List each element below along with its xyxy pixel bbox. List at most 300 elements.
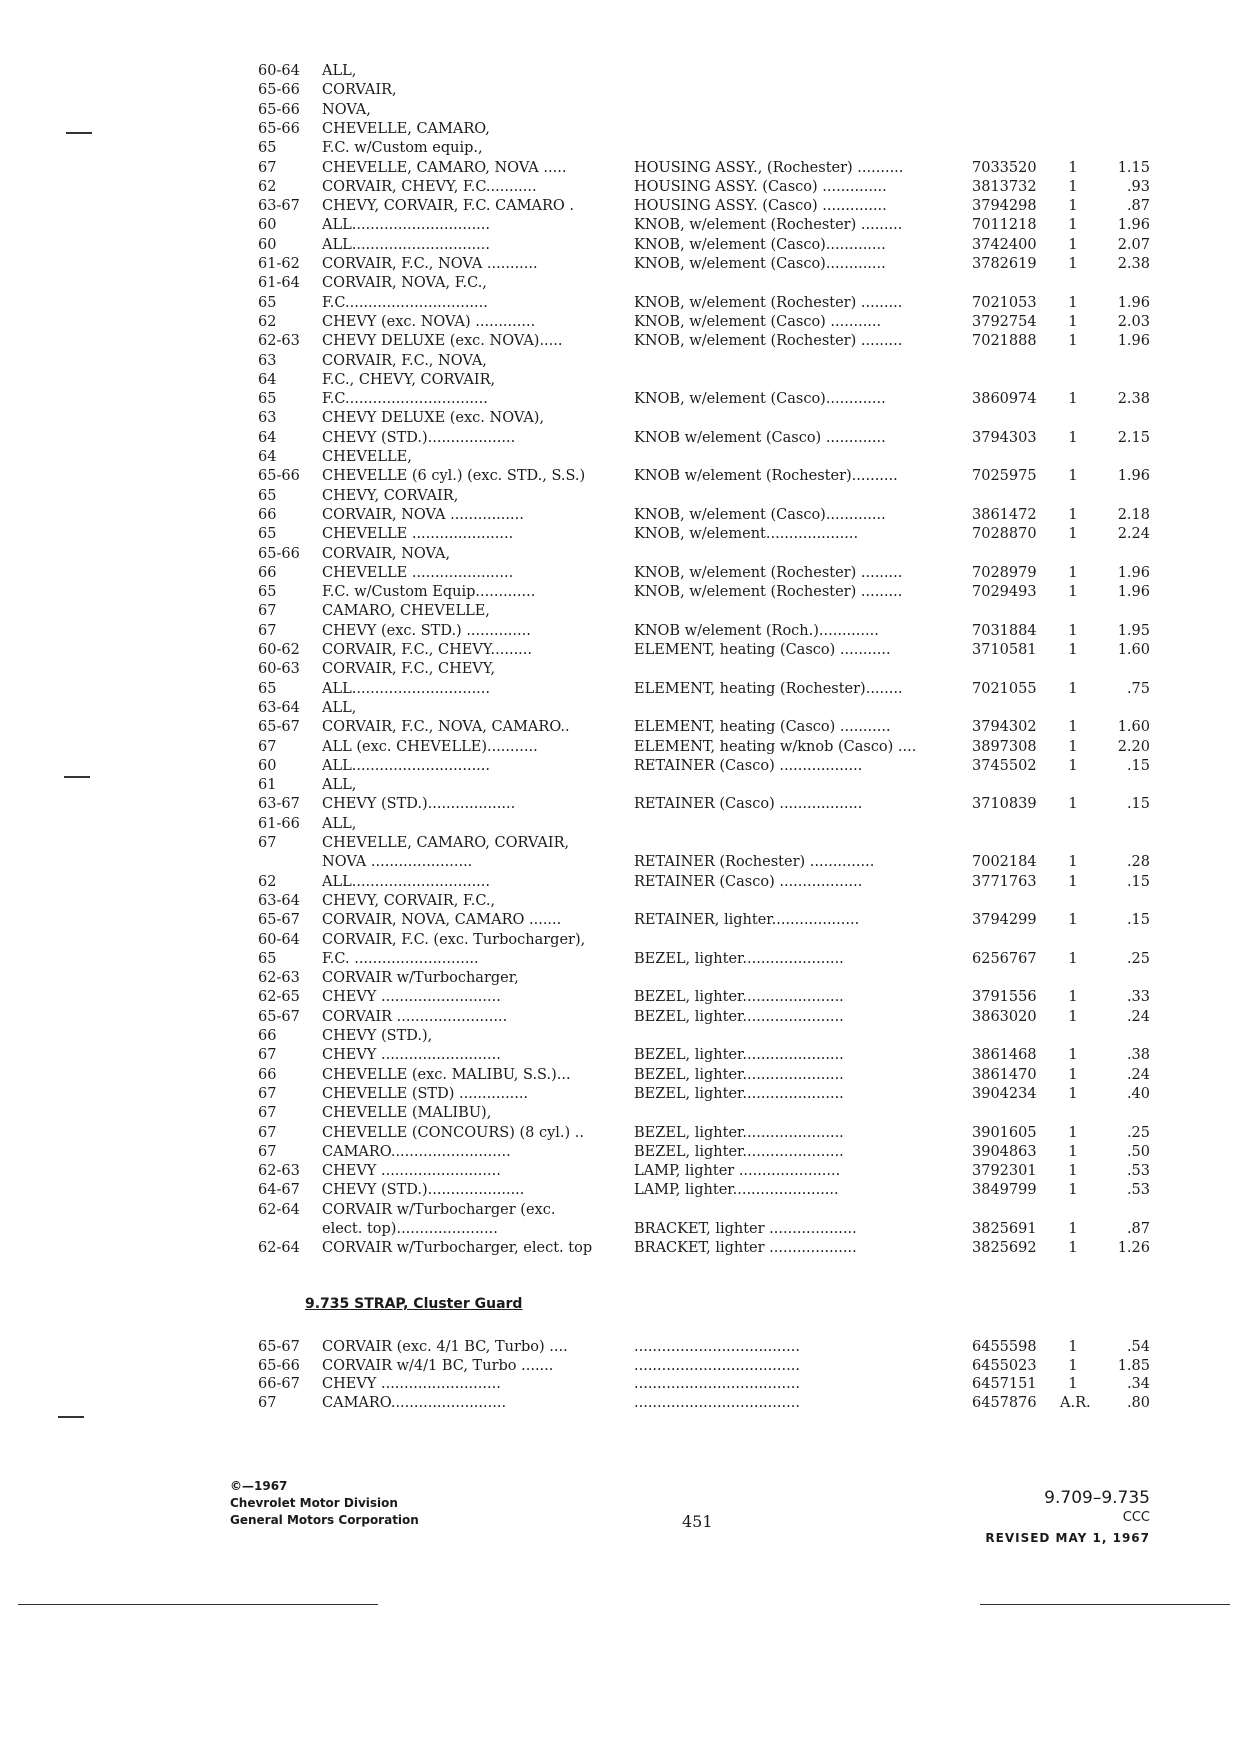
part-number: 3771763 (972, 873, 1037, 890)
part-description: KNOB, w/element (Rochester) ......... (634, 217, 903, 234)
model-year: 65-66 (258, 1357, 300, 1374)
model-applicability: CORVAIR, F.C., CHEVY......... (322, 642, 533, 658)
model-year: 65 (258, 680, 277, 697)
price: 1.26 (1117, 1240, 1150, 1257)
part-number: 7021888 (972, 333, 1037, 350)
price: .15 (1126, 796, 1150, 813)
copyright-block (230, 1478, 419, 1529)
part-description: RETAINER (Casco) .................. (634, 796, 863, 813)
part-description: .................................... (634, 1376, 800, 1392)
part-row (0, 139, 1248, 157)
part-number: 3904234 (972, 1085, 1037, 1102)
model-year: 65-66 (258, 468, 300, 485)
model-year: 62-64 (258, 1201, 300, 1218)
model-year: 67 (258, 159, 277, 176)
part-description: KNOB, w/element (Casco)............. (634, 236, 886, 253)
model-applicability: CORVAIR, NOVA, (322, 545, 451, 562)
quantity: 1 (1068, 178, 1078, 195)
model-year: 65-67 (258, 1339, 300, 1355)
part-row (0, 371, 1248, 389)
quantity: 1 (1068, 1008, 1078, 1025)
model-applicability: ALL, (322, 63, 357, 79)
part-row (0, 564, 1248, 582)
model-year: 65 (258, 487, 277, 504)
model-applicability: CORVAIR w/Turbocharger, (322, 970, 519, 987)
part-row (0, 81, 1248, 99)
part-row (0, 255, 1248, 273)
model-applicability: CHEVY, CORVAIR, (322, 487, 459, 504)
model-applicability: CHEVELLE ...................... (322, 526, 514, 543)
part-number: 7031884 (972, 622, 1037, 639)
part-description: BRACKET, lighter ................... (634, 1240, 857, 1257)
part-row (0, 487, 1248, 505)
quantity: 1 (1068, 1357, 1078, 1374)
model-applicability: F.C. w/Custom equip., (322, 140, 483, 157)
model-applicability: CORVAIR, (322, 82, 397, 99)
price: 1.96 (1117, 217, 1150, 234)
part-number: 6256767 (972, 950, 1037, 967)
model-applicability: CHEVELLE, (322, 449, 412, 465)
part-number: 3794299 (972, 912, 1037, 929)
model-applicability: CORVAIR w/Turbocharger, elect. top (322, 1240, 593, 1257)
part-number: 7021055 (972, 680, 1037, 697)
model-year: 66 (258, 1028, 277, 1044)
part-number: 3794298 (972, 198, 1037, 215)
part-number: 3863020 (972, 1008, 1037, 1025)
part-row (0, 853, 1248, 871)
part-row (0, 1046, 1248, 1064)
part-number: 3791556 (972, 989, 1037, 1006)
quantity: 1 (1068, 1182, 1078, 1199)
part-row (0, 776, 1248, 794)
price: .33 (1126, 989, 1150, 1006)
margin-mark (64, 776, 90, 778)
part-description: RETAINER, lighter................... (634, 912, 860, 929)
model-year: 65 (258, 584, 277, 601)
part-row (0, 467, 1248, 485)
part-number: 6455023 (972, 1357, 1037, 1374)
model-applicability: NOVA, (322, 101, 371, 118)
quantity: 1 (1068, 584, 1078, 601)
quantity: 1 (1068, 1163, 1078, 1180)
model-year: 60 (258, 217, 277, 234)
part-row (0, 738, 1248, 756)
price: .40 (1126, 1085, 1150, 1102)
section-range: 9.709–9.735 (1044, 1488, 1150, 1508)
part-number: 3710839 (972, 796, 1037, 813)
part-row (0, 409, 1248, 427)
part-row (0, 1201, 1248, 1219)
model-year: 65 (258, 140, 277, 157)
model-applicability: F.C. w/Custom Equip............. (322, 584, 536, 601)
part-description: ELEMENT, heating (Rochester)........ (634, 680, 903, 697)
part-row (0, 602, 1248, 620)
part-number: 6455598 (972, 1339, 1037, 1355)
model-applicability: CHEVELLE, CAMARO, NOVA ..... (322, 159, 567, 176)
model-year: 61-66 (258, 815, 300, 832)
model-applicability: CHEVELLE ...................... (322, 564, 514, 581)
part-row (0, 1124, 1248, 1142)
part-row (0, 62, 1248, 80)
model-applicability: ALL.............................. (322, 680, 491, 697)
quantity: 1 (1068, 256, 1078, 272)
part-row (0, 332, 1248, 350)
part-row (0, 120, 1248, 138)
part-number: 7028870 (972, 526, 1037, 543)
part-number: 3742400 (972, 236, 1037, 253)
model-applicability: CHEVY, CORVAIR, F.C. CAMARO . (322, 198, 575, 215)
model-year: 62-64 (258, 1240, 300, 1257)
quantity: 1 (1068, 1066, 1078, 1083)
quantity: 1 (1068, 313, 1078, 330)
part-row (0, 583, 1248, 601)
part-description: LAMP, lighter....................... (634, 1182, 839, 1199)
part-number: 3825692 (972, 1240, 1037, 1257)
model-year: 65-67 (258, 719, 300, 736)
model-year: 65 (258, 526, 277, 543)
quantity: 1 (1068, 757, 1078, 774)
quantity: 1 (1068, 1047, 1078, 1064)
part-description: HOUSING ASSY., (Rochester) .......... (634, 159, 904, 176)
model-year: 60 (258, 757, 277, 774)
part-row (0, 429, 1248, 447)
quantity: 1 (1068, 738, 1078, 755)
price: 1.96 (1117, 294, 1150, 311)
part-row (0, 795, 1248, 813)
model-year: 65-67 (258, 1008, 300, 1025)
part-row (0, 622, 1248, 640)
model-applicability: CORVAIR, F.C., NOVA ........... (322, 256, 538, 272)
model-year: 67 (258, 1124, 277, 1141)
model-applicability: CORVAIR, NOVA ................ (322, 506, 524, 523)
part-number: 3849799 (972, 1182, 1037, 1199)
model-applicability: ALL.............................. (322, 236, 491, 253)
price: 2.38 (1117, 256, 1150, 272)
price: 2.15 (1117, 429, 1150, 446)
part-row (0, 216, 1248, 234)
model-applicability: CHEVY DELUXE (exc. NOVA)..... (322, 333, 563, 350)
model-year: 65-66 (258, 120, 300, 137)
model-applicability: CHEVY .......................... (322, 1376, 501, 1392)
part-row (0, 1008, 1248, 1026)
part-description: BEZEL, lighter...................... (634, 1066, 844, 1083)
price: .25 (1126, 950, 1150, 967)
page-number: 451 (682, 1512, 713, 1531)
model-year: 67 (258, 835, 277, 851)
part-number: 3861472 (972, 506, 1037, 523)
part-row (0, 274, 1248, 292)
part-description: RETAINER (Casco) .................. (634, 873, 863, 890)
model-applicability: CHEVY (exc. NOVA) ............. (322, 313, 536, 330)
model-year: 64 (258, 429, 277, 446)
model-applicability: CORVAIR w/Turbocharger (exc. (322, 1201, 556, 1218)
part-number: 3745502 (972, 757, 1037, 774)
revised-date: REVISED MAY 1, 1967 (985, 1531, 1150, 1545)
part-number: 3813732 (972, 178, 1037, 195)
part-description: BRACKET, lighter ................... (634, 1221, 857, 1237)
part-number: 3860974 (972, 391, 1037, 408)
part-description: ELEMENT, heating (Casco) ........... (634, 642, 891, 658)
quantity: 1 (1068, 294, 1078, 311)
part-row (0, 641, 1248, 659)
model-year: 60-64 (258, 931, 300, 948)
part-row (0, 1338, 1248, 1356)
quantity: 1 (1068, 506, 1078, 523)
price: .87 (1126, 1221, 1150, 1237)
quantity: A.R. (1060, 1394, 1091, 1411)
part-row (0, 197, 1248, 215)
price: 1.15 (1117, 159, 1150, 176)
part-row (0, 718, 1248, 736)
part-row (0, 313, 1248, 331)
part-number: 3782619 (972, 256, 1037, 272)
part-number: 6457151 (972, 1376, 1037, 1392)
model-applicability: CHEVY DELUXE (exc. NOVA), (322, 410, 545, 427)
part-description: ELEMENT, heating w/knob (Casco) .... (634, 738, 917, 755)
price: .50 (1126, 1143, 1150, 1160)
part-number: 7033520 (972, 159, 1037, 176)
model-applicability: CORVAIR, NOVA, CAMARO ....... (322, 912, 562, 929)
model-applicability: CORVAIR w/4/1 BC, Turbo ....... (322, 1357, 554, 1374)
model-applicability: CHEVY (STD.)................... (322, 429, 516, 446)
part-row (0, 1027, 1248, 1045)
model-year: 60-62 (258, 642, 300, 658)
quantity: 1 (1068, 642, 1078, 658)
model-year: 63 (258, 410, 277, 427)
copyright-line: ©—1967 (230, 1479, 288, 1493)
part-row (0, 660, 1248, 678)
division-line: Chevrolet Motor Division (230, 1496, 398, 1510)
part-number: 7002184 (972, 854, 1037, 871)
price: 1.96 (1117, 564, 1150, 581)
part-row (0, 1357, 1248, 1375)
model-applicability: CORVAIR (exc. 4/1 BC, Turbo) .... (322, 1339, 568, 1355)
model-applicability: CORVAIR, NOVA, F.C., (322, 275, 487, 292)
model-applicability: CHEVELLE (MALIBU), (322, 1105, 492, 1122)
part-number: 3794303 (972, 429, 1037, 446)
quantity: 1 (1068, 429, 1078, 446)
part-description: BEZEL, lighter...................... (634, 950, 844, 967)
model-applicability: F.C............................... (322, 391, 488, 408)
part-row (0, 699, 1248, 717)
model-year: 63 (258, 352, 277, 369)
quantity: 1 (1068, 1339, 1078, 1355)
part-row (0, 988, 1248, 1006)
part-description: .................................... (634, 1339, 800, 1355)
part-row (0, 525, 1248, 543)
part-number: 6457876 (972, 1394, 1037, 1411)
model-applicability: CAMARO.......................... (322, 1143, 511, 1160)
price: .54 (1126, 1339, 1150, 1355)
part-description: KNOB, w/element (Rochester) ......... (634, 564, 903, 581)
quantity: 1 (1068, 159, 1078, 176)
part-number: 3710581 (972, 642, 1037, 658)
part-row (0, 892, 1248, 910)
price: 2.18 (1117, 506, 1150, 523)
model-year: 61 (258, 777, 277, 794)
model-applicability: CHEVY (STD.), (322, 1028, 433, 1044)
part-row (0, 1239, 1248, 1257)
model-year: 60-64 (258, 63, 300, 79)
price: .53 (1126, 1182, 1150, 1199)
quantity: 1 (1068, 1143, 1078, 1160)
quantity: 1 (1068, 391, 1078, 408)
model-year: 66 (258, 564, 277, 581)
model-year: 67 (258, 1085, 277, 1102)
bottom-rule (18, 1604, 378, 1605)
model-applicability: ALL.............................. (322, 873, 491, 890)
quantity: 1 (1068, 468, 1078, 485)
model-year: 65-66 (258, 101, 300, 118)
model-year: 62 (258, 313, 277, 330)
corporation-line: General Motors Corporation (230, 1513, 419, 1527)
model-applicability: ALL, (322, 777, 357, 794)
price: 1.85 (1117, 1357, 1150, 1374)
model-year: 65-67 (258, 912, 300, 929)
model-year: 60-63 (258, 661, 300, 678)
price: 2.38 (1117, 391, 1150, 408)
model-applicability: CAMARO, CHEVELLE, (322, 603, 490, 620)
model-year: 62-63 (258, 333, 300, 350)
model-year: 63-67 (258, 796, 300, 813)
model-applicability: CHEVELLE (6 cyl.) (exc. STD., S.S.) (322, 468, 586, 485)
quantity: 1 (1068, 217, 1078, 234)
model-year: 67 (258, 622, 277, 639)
model-applicability: elect. top)...................... (322, 1221, 498, 1237)
part-number: 3792754 (972, 313, 1037, 330)
part-number: 3861468 (972, 1047, 1037, 1064)
model-year: 67 (258, 603, 277, 620)
part-number: 3861470 (972, 1066, 1037, 1083)
part-description: KNOB w/element (Rochester).......... (634, 468, 898, 485)
part-row (0, 101, 1248, 119)
part-row (0, 834, 1248, 852)
part-description: KNOB, w/element (Casco) ........... (634, 313, 882, 330)
part-row (0, 178, 1248, 196)
model-year: 62 (258, 178, 277, 195)
price: .25 (1126, 1124, 1150, 1141)
part-row (0, 1104, 1248, 1122)
part-row (0, 680, 1248, 698)
part-row (0, 950, 1248, 968)
part-number: 7025975 (972, 468, 1037, 485)
model-applicability: ALL, (322, 815, 357, 832)
part-description: KNOB, w/element (Rochester) ......... (634, 584, 903, 601)
model-applicability: CORVAIR, CHEVY, F.C........... (322, 178, 537, 195)
model-year: 64 (258, 371, 277, 388)
quantity: 1 (1068, 950, 1078, 967)
model-applicability: CHEVY .......................... (322, 1163, 501, 1180)
price: .34 (1126, 1376, 1150, 1392)
model-year: 65 (258, 294, 277, 311)
model-year: 64-67 (258, 1182, 300, 1199)
model-year: 63-64 (258, 699, 300, 716)
part-row (0, 1085, 1248, 1103)
part-row (0, 1181, 1248, 1199)
quantity: 1 (1068, 333, 1078, 350)
part-row (0, 506, 1248, 524)
price: 1.60 (1117, 642, 1150, 658)
part-row (0, 1162, 1248, 1180)
margin-mark (66, 132, 92, 134)
part-description: KNOB w/element (Roch.)............. (634, 622, 879, 639)
part-row (0, 159, 1248, 177)
model-year: 60 (258, 236, 277, 253)
price: 1.96 (1117, 468, 1150, 485)
model-applicability: CHEVELLE (CONCOURS) (8 cyl.) .. (322, 1124, 585, 1141)
part-row (0, 294, 1248, 312)
price: 1.96 (1117, 333, 1150, 350)
part-description: RETAINER (Rochester) .............. (634, 854, 875, 871)
part-row (0, 911, 1248, 929)
price: .24 (1126, 1066, 1150, 1083)
model-applicability: CORVAIR, F.C., CHEVY, (322, 661, 496, 678)
part-number: 3792301 (972, 1163, 1037, 1180)
model-applicability: CHEVELLE, CAMARO, (322, 120, 490, 137)
model-applicability: CHEVY .......................... (322, 1047, 501, 1064)
quantity: 1 (1068, 989, 1078, 1006)
price: .87 (1126, 198, 1150, 215)
model-year: 67 (258, 1105, 277, 1122)
price: 2.24 (1117, 526, 1150, 543)
margin-mark (58, 1416, 84, 1418)
model-applicability: CHEVY (STD.)..................... (322, 1182, 525, 1199)
model-year: 62 (258, 873, 277, 890)
part-number: 3825691 (972, 1221, 1037, 1237)
model-year: 62-63 (258, 970, 300, 987)
quantity: 1 (1068, 1085, 1078, 1102)
part-row (0, 390, 1248, 408)
model-year: 61-64 (258, 275, 300, 292)
model-year: 67 (258, 1047, 277, 1064)
part-number: 3897308 (972, 738, 1037, 755)
model-year: 64 (258, 449, 277, 465)
model-year: 65 (258, 391, 277, 408)
part-row (0, 1066, 1248, 1084)
model-applicability: CORVAIR ........................ (322, 1008, 508, 1025)
part-row (0, 931, 1248, 949)
part-number: 3901605 (972, 1124, 1037, 1141)
part-row (0, 448, 1248, 466)
model-year: 63-67 (258, 198, 300, 215)
quantity: 1 (1068, 873, 1078, 890)
part-description: KNOB w/element (Casco) ............. (634, 429, 886, 446)
part-number: 7021053 (972, 294, 1037, 311)
price: .24 (1126, 1008, 1150, 1025)
quantity: 1 (1068, 680, 1078, 697)
part-description: BEZEL, lighter...................... (634, 989, 844, 1006)
price: .38 (1126, 1047, 1150, 1064)
model-applicability: CHEVELLE, CAMARO, CORVAIR, (322, 835, 570, 851)
part-row (0, 1375, 1248, 1393)
model-year: 62-63 (258, 1163, 300, 1180)
model-year: 67 (258, 738, 277, 755)
price: 1.95 (1117, 622, 1150, 639)
model-year: 66 (258, 1066, 277, 1083)
part-row (0, 969, 1248, 987)
model-applicability: CHEVY (exc. STD.) .............. (322, 622, 531, 639)
part-description: RETAINER (Casco) .................. (634, 757, 863, 774)
model-applicability: CORVAIR, F.C., NOVA, CAMARO.. (322, 719, 570, 736)
model-applicability: CAMARO......................... (322, 1394, 507, 1411)
model-year: 67 (258, 1143, 277, 1160)
quantity: 1 (1068, 526, 1078, 543)
part-row (0, 352, 1248, 370)
model-applicability: ALL.............................. (322, 217, 491, 234)
model-applicability: CHEVELLE (exc. MALIBU, S.S.)... (322, 1066, 571, 1083)
part-description: KNOB, w/element.................... (634, 526, 859, 543)
part-description: BEZEL, lighter...................... (634, 1124, 844, 1141)
